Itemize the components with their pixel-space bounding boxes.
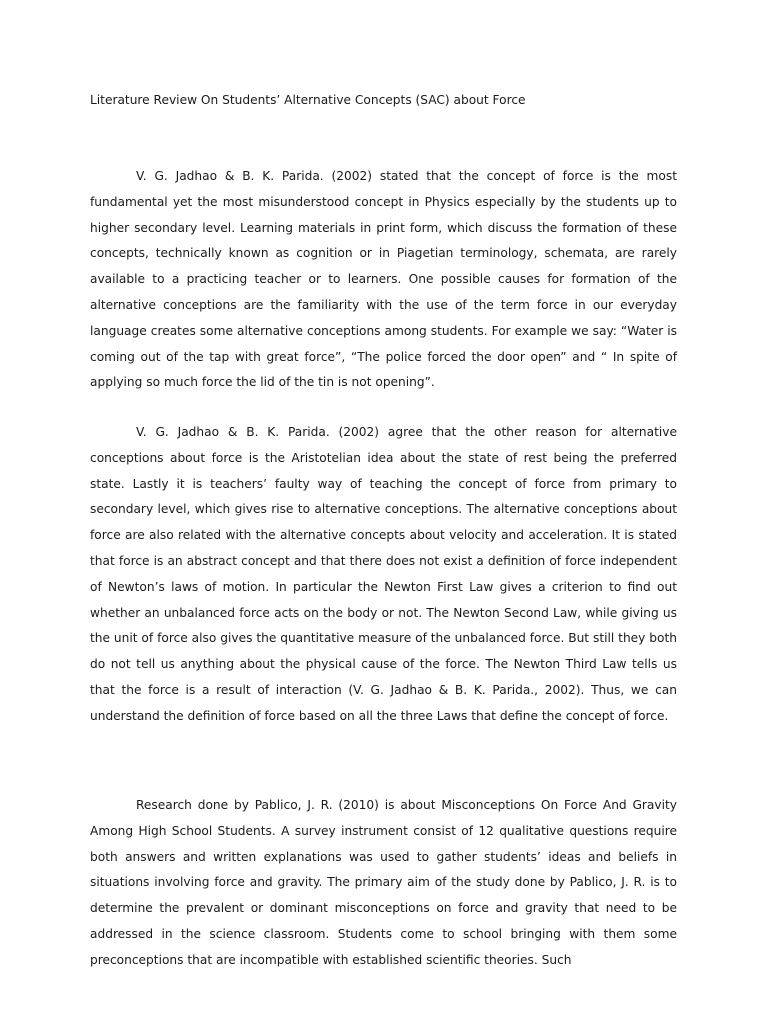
paragraph-2: V. G. Jadhao & B. K. Parida. (2002) agree that the other reason for alternative conceptions about force is the Aristotelian idea about the state of rest being the preferred state. Lastly it is teachers’ faulty way of teaching the concept of force from primary to secondary level, which gives rise to alternative conceptions. The alternative conceptions about force are also related with the alternative concepts about velocity and acceleration. It is stated that force is an abstract concept and that there does not exist a definition of force independent of Newton’s laws of motion. In particular the Newton First Law gives a criterion to find out whether an unbalanced force acts on the body or not. The Newton Second Law, while giving us the unit of force also gives the quantitative measure of the unbalanced force. But still they both do not tell us anything about the physical cause of the force. The Newton Third Law tells us that the force is a result of interaction (V. G. Jadhao & B. K. Parida., 2002). Thus, we can understand the definition of force based on all the three Laws that define the concept of force. bbox=[90, 425, 677, 723]
paragraph-1: V. G. Jadhao & B. K. Parida. (2002) stated that the concept of force is the most fundamental yet the most misunderstood concept in Physics especially by the students up to higher secondary level. Learning materials in print form, which discuss the formation of these concepts, technically known as cognition or in Piagetian terminology, schemata, are rarely available to a practicing teacher or to learners. One possible causes for formation of the alternative conceptions are the familiarity with the use of the term force in our everyday language creates some alternative conceptions among students. For example we say: “Water is coming out of the tap with great force”, “The police forced the door open” and “ In spite of applying so much force the lid of the tin is not opening”. bbox=[90, 169, 677, 390]
document-title: Literature Review On Students’ Alternative Concepts (SAC) about Force bbox=[90, 93, 526, 107]
paragraph-3: Research done by Pablico, J. R. (2010) is about Misconceptions On Force And Gravity Among High School Students. A survey instrument consist of 12 qualitative questions require both answers and written explanations was used to gather students’ ideas and beliefs in situations involving force and gravity. The primary aim of the study done by Pablico, J. R. is to determine the prevalent or dominant misconceptions on force and gravity that need to be addressed in the science classroom. Students come to school bringing with them some preconceptions that are incompatible with established scientific theories. Such bbox=[90, 798, 677, 967]
